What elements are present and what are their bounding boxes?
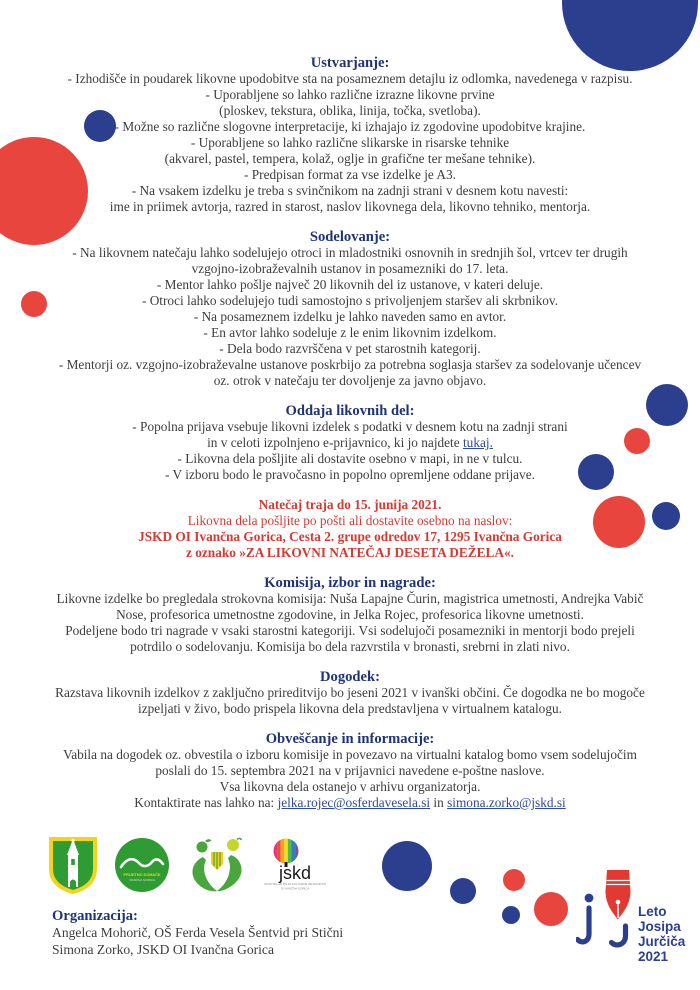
text-span: Razstava likovnih izdelkov z zaključno prireditvijo bo jeseni 2021 v ivanški občini. Če dogodka ne bo mogoče	[55, 685, 645, 700]
text-span: Vsa likovna dela ostanejo v arhivu organizatorja.	[219, 779, 481, 794]
jj-monogram-icon	[578, 870, 631, 945]
text-line	[24, 341, 676, 357]
section-heading-ustvarjanje: Ustvarjanje:	[310, 55, 390, 71]
text-span: - En avtor lahko sodeluje z le enim likovnim izdelkom.	[203, 325, 497, 340]
text-line	[24, 261, 676, 277]
jj-logo-line-4: 2021	[638, 949, 669, 964]
text-span: - Na likovnem natečaju lahko sodelujejo otroci in mladostniki osnovnih in srednjih šol, vrtcev ter drugih	[72, 245, 628, 260]
text-span: Podeljene bodo tri nagrade v vsaki starostni kategoriji. Vsi sodelujoči posamezniki in mentorji bodo prejeli	[65, 623, 635, 638]
text-line	[24, 497, 676, 513]
text-line	[24, 529, 676, 545]
text-span: - Mentor lahko pošlje največ 20 likovnih del iz ustanove, v kateri deluje.	[156, 277, 544, 292]
section-oddaja-likovnih-del	[24, 403, 676, 483]
text-span: - Popolna prijava vsebuje likovni izdelek s podatki v desnem kotu na zadnji strani	[132, 419, 568, 434]
text-span: oz. otrok v natečaju ter dovoljenje za javno objavo.	[213, 373, 487, 388]
text-line	[24, 607, 676, 623]
jj-logo-line-1: Leto	[638, 904, 667, 919]
section-natecaj-rok	[24, 497, 676, 561]
text-span: - Otroci lahko sodelujejo tudi samostojno s privoljenjem staršev ali skrbnikov.	[141, 293, 559, 308]
decorative-circle-blue	[502, 906, 520, 924]
jj-logo-line-3: Jurčiča	[638, 934, 686, 949]
text-line	[24, 513, 676, 529]
text-span: - Mentorji oz. vzgojno-izobraževalne ustanove poskrbijo za potrebna soglasja staršev za sodelovanje učencev	[58, 357, 642, 372]
jj-logo-line-2: Josipa	[638, 919, 681, 934]
section-sodelovanje	[24, 229, 676, 389]
text-span: - Predpisan format za vse izdelke je A3.	[244, 167, 456, 182]
text-line	[24, 685, 676, 701]
section-ustvarjanje	[24, 55, 676, 215]
decorative-circle-red	[503, 869, 525, 891]
text-line	[24, 467, 676, 483]
organization-line: Angelca Mohorič, OŠ Ferda Vesela Šentvid pri Stični	[52, 925, 344, 940]
text-line	[24, 639, 676, 655]
text-line	[24, 167, 676, 183]
organization-block	[52, 908, 343, 958]
text-line	[24, 293, 676, 309]
text-span: - Uporabljene so lahko različne slikarske in risarske tehnike	[190, 135, 510, 150]
text-span: Nose, profesorica umetnostne zgodovine, in Jelka Rojec, profesorica likovne umetnosti.	[116, 607, 584, 622]
section-heading-obvescanje-informacije: Obveščanje in informacije:	[265, 731, 435, 747]
text-line	[24, 277, 676, 293]
text-span: in v celoti izpolnjeno e-prijavnico, ki jo najdete	[207, 435, 463, 450]
prijetno-domace-subcaption: IVANČNA GORICA	[129, 878, 155, 882]
decorative-circle-blue	[382, 841, 432, 891]
text-line	[24, 763, 676, 779]
text-line	[24, 795, 676, 811]
os-ferda-vesela-logo-icon	[186, 836, 248, 899]
text-span: poslali do 15. septembra 2021 na v prijavnici navedene e-poštne naslove.	[155, 763, 545, 778]
section-obvescanje-informacije	[24, 731, 676, 811]
text-line	[24, 71, 676, 87]
text-line	[24, 373, 676, 389]
section-heading-oddaja-likovnih-del: Oddaja likovnih del:	[285, 403, 415, 419]
text-link[interactable]: simona.zorko@jskd.si	[447, 795, 566, 810]
text-link[interactable]: jelka.rojec@osferdavesela.si	[277, 795, 431, 810]
text-span: (ploskev, tekstura, oblika, linija, točka, svetloba).	[219, 103, 481, 118]
partner-logos	[48, 836, 327, 899]
text-line	[24, 545, 676, 561]
text-line	[24, 591, 676, 607]
text-span: - Na vsakem izdelku je treba s svinčnikom na zadnji strani v desnem kotu navesti:	[131, 183, 569, 198]
text-line	[24, 325, 676, 341]
text-line	[24, 183, 676, 199]
text-line	[24, 623, 676, 639]
section-heading-komisija-izbor-nagrade: Komisija, izbor in nagrade:	[264, 575, 436, 591]
text-span: izpeljati v živo, bodo prispela likovna dela predstavljena v virtualnem katalogu.	[138, 701, 562, 716]
text-span: - Na posameznem izdelku je lahko naveden samo en avtor.	[193, 309, 507, 324]
jskd-logo-icon	[263, 836, 327, 899]
text-span: Kontaktirate nas lahko na:	[134, 795, 278, 810]
text-span: - Možne so različne slogovne interpretacije, ki izhajajo iz zgodovine upodobitve krajine.	[114, 119, 586, 134]
text-line	[24, 199, 676, 215]
organization-line: Simona Zorko, JSKD OI Ivančna Gorica	[52, 941, 274, 957]
text-line	[24, 357, 676, 373]
section-komisija-izbor-nagrade	[24, 575, 676, 655]
text-line	[24, 701, 676, 717]
prijetno-domace-caption: PRIJETNO DOMAČE	[123, 873, 161, 877]
text-line	[24, 779, 676, 795]
text-span: JSKD OI Ivančna Gorica, Cesta 2. grupe odredov 17, 1295 Ivančna Gorica	[138, 529, 562, 544]
ivancna-gorica-coat-of-arms-icon	[48, 836, 98, 899]
organization-heading: Organizacija:	[52, 908, 138, 924]
text-span: Likovna dela pošljite po pošti ali dostavite osebno na naslov:	[187, 513, 513, 528]
text-span: - Uporabljene so lahko različne izrazne likovne prvine	[205, 87, 495, 102]
text-span: - Izhodišče in poudarek likovne upodobitve sta na posameznem detajlu iz odlomka, navedenega v razpisu.	[67, 71, 633, 86]
text-span: - Likovna dela pošljite ali dostavite osebno v mapi, in ne v tulcu.	[177, 451, 523, 466]
text-line	[24, 119, 676, 135]
text-line	[24, 103, 676, 119]
text-line	[24, 87, 676, 103]
text-span: z oznako »ZA LIKOVNI NATEČAJ DESETA DEŽELA«.	[186, 545, 514, 560]
decorative-circle-red	[534, 892, 568, 926]
text-span: Natečaj traja do 15. junija 2021.	[258, 497, 442, 512]
text-line	[24, 451, 676, 467]
text-span: - Dela bodo razvrščena v pet starostnih kategorij.	[219, 341, 481, 356]
section-heading-sodelovanje: Sodelovanje:	[309, 229, 391, 245]
text-span: ime in priimek avtorja, razred in starost, naslov likovnega dela, likovno tehniko, mentorja.	[109, 199, 591, 214]
jskd-caption: JAVNI SKLAD RS ZA KULTURNE DEJAVNOSTI	[263, 882, 327, 886]
text-span: Vabila na dogodek oz. obvestila o izboru komisije in povezavo na virtualni katalog bomo vsem sodelujočim	[63, 747, 637, 762]
text-line	[24, 435, 676, 451]
text-span: - V izboru bodo le pravočasno in popolno opremljene oddane prijave.	[165, 467, 535, 482]
prijetno-domace-logo-icon	[113, 836, 171, 899]
text-line	[24, 309, 676, 325]
text-line	[24, 135, 676, 151]
section-heading-dogodek: Dogodek:	[320, 669, 380, 685]
text-link[interactable]: tukaj.	[462, 435, 493, 450]
text-line	[24, 419, 676, 435]
text-span: in	[430, 795, 448, 810]
text-span: vzgojno-izobraževalnih ustanov in posamezniki do 17. leta.	[191, 261, 509, 276]
jskd-wordmark: jskd	[278, 863, 312, 883]
text-line	[24, 747, 676, 763]
text-span: Likovne izdelke bo pregledala strokovna komisija: Nuša Lapajne Čurin, magistrica umetnosti, Andrejka Vabič	[56, 591, 644, 606]
jskd-subcaption: OI IVANČNA GORICA	[280, 886, 310, 891]
text-span: (akvarel, pastel, tempera, kolaž, oglje in grafične ter mešane tehnike).	[164, 151, 536, 166]
text-line	[24, 151, 676, 167]
section-dogodek	[24, 669, 676, 717]
decorative-circle-blue	[450, 878, 476, 904]
leto-josipa-jurcica-logo	[576, 864, 694, 968]
text-span: potrdilo o sodelovanju. Komisija bo dela razvrstila v bronasti, srebrni in zlati nivo.	[130, 639, 570, 654]
text-line	[24, 245, 676, 261]
